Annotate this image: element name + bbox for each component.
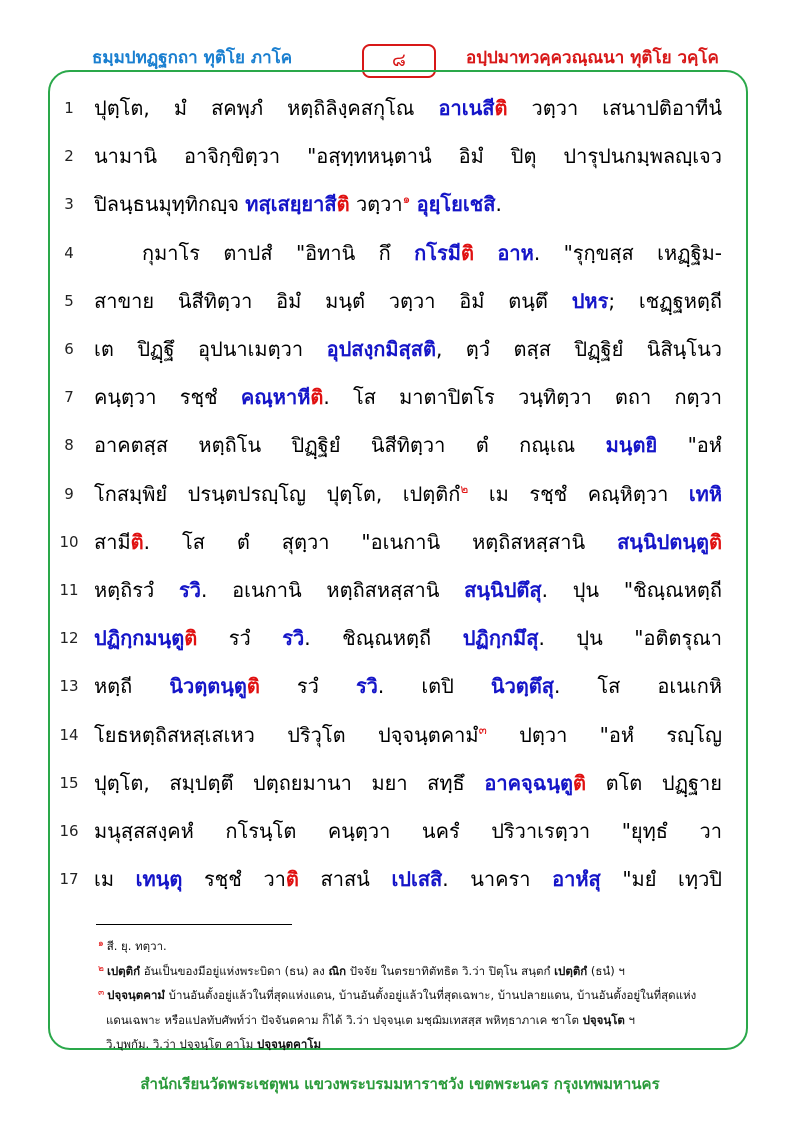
pali-keyword: ปหร	[571, 288, 609, 313]
line-number: 11	[59, 581, 79, 599]
text-run: . ปุน "อติตรุณา	[538, 626, 722, 651]
header-book-title: ธมฺมปทฏฺฐกถา ทุติโย ภาโค	[92, 48, 293, 68]
text-run: มนุสฺสสงฺคหํ กโรนฺโต คนฺตฺวา นครํ ปริวาเรตฺวา "ยุทฺธํ วา	[94, 819, 722, 843]
text-line	[50, 759, 740, 807]
footnote-line	[98, 1032, 746, 1056]
footnote-text: วิ.บุพกัม. วิ.ว่า ปจฺจนฺโต คาโม	[106, 1037, 258, 1051]
text-run: เม รชฺชํ คณฺหิตฺวา	[468, 481, 689, 506]
pali-keyword: ปฏิกฺกมึสุ	[462, 626, 539, 651]
line-number: 17	[59, 870, 79, 889]
footnote-ref: ๒	[460, 481, 469, 496]
pali-keyword: เปเสสิ	[391, 867, 443, 892]
pali-keyword: สนฺนิปตนฺตู	[617, 529, 709, 554]
text-line	[50, 180, 740, 228]
text-line	[50, 373, 740, 421]
text-run: . โส อเนเกหิ	[553, 674, 722, 699]
text-run: สาขาย นิสีทิตฺวา อิมํ มนฺตํ วตฺวา อิมํ ตนฺตึ	[94, 288, 572, 313]
line-text	[94, 711, 722, 762]
line-number: 5	[64, 291, 74, 310]
pali-keyword: อุปสงฺกมิสฺสติ	[326, 337, 436, 361]
footnote-mark: ๑	[98, 939, 104, 949]
pali-keyword: อาคจฺฉนฺตู	[484, 770, 573, 795]
text-line	[50, 277, 740, 325]
line-number: 6	[64, 340, 74, 358]
line-text	[94, 421, 722, 469]
text-line	[50, 470, 740, 518]
page-number-box: ๘	[362, 44, 436, 78]
pali-keyword: คณฺหาหี	[240, 385, 311, 410]
line-text	[94, 470, 722, 521]
text-run: สามี	[94, 529, 131, 554]
iti-particle: ติ	[494, 96, 508, 120]
pali-keyword: ปฏิกฺกมนฺตู	[94, 626, 185, 651]
pali-keyword: อาเนสี	[438, 96, 495, 120]
line-number: 14	[59, 725, 79, 744]
pali-keyword: นิวตฺตนฺตู	[169, 674, 247, 699]
text-run	[474, 241, 497, 265]
text-run: สาสนํ	[298, 867, 392, 892]
line-number: 15	[59, 773, 79, 792]
pali-keyword: รวิ	[282, 626, 305, 651]
text-line	[50, 711, 740, 759]
footnote-line	[98, 959, 738, 985]
line-number: 10	[59, 532, 79, 551]
text-line	[50, 662, 740, 710]
line-number: 2	[64, 147, 74, 166]
footnote-term: เปตฺติกํ	[554, 963, 588, 978]
text-run: . โส มาตาปิตโร วนฺทิตฺวา ตถา กตฺวา	[323, 385, 722, 410]
footnote-text: แดนเฉพาะ หรือแปลทับศัพท์ว่า ปัจจันตคาม ก็ได้ วิ.ว่า ปจฺจนฺเต มชฺฌิมเทสสฺส พหิทฺธาภาเค ชาโต	[106, 1012, 583, 1027]
line-number: 1	[64, 99, 74, 117]
text-line	[50, 518, 740, 566]
footnote-text: สี. ยุ. ทตฺวา.	[106, 939, 167, 953]
line-text	[94, 132, 722, 180]
footnote-term: เปตฺติกํ	[106, 963, 141, 978]
footnote-ref: ๓	[478, 722, 487, 737]
footnote-term: ณิก	[328, 963, 347, 978]
iti-particle: ติ	[336, 192, 350, 217]
line-text	[94, 277, 722, 325]
footnote-text: (ธนํ) ฯ	[587, 963, 625, 978]
footnote-ref: ๑	[402, 192, 411, 207]
text-run: . โส ตํ สุตฺวา "อเนกานิ หตฺถิสหสฺสานิ	[143, 529, 618, 554]
header-chapter-title: อปฺปมาทวคฺควณฺณนา ทุติโย วคฺโค	[466, 48, 719, 68]
text-run: ปุตฺโต, สมฺปตฺตึ ปตฺถยมานา มยา สทฺธึ	[94, 770, 485, 795]
text-run: ปตฺวา "อหํ รญฺโญ	[486, 722, 722, 747]
iti-particle: ติ	[184, 626, 198, 651]
text-line	[50, 132, 740, 180]
text-run: รชฺชํ วา	[182, 867, 286, 892]
line-number: 8	[64, 436, 74, 455]
line-text	[94, 373, 722, 421]
footnote-term: ปจฺจนฺตคาโม	[257, 1037, 322, 1051]
text-run: ปุตฺโต, มํ สคพฺภํ หตฺถิลิงฺคสกุโณ	[94, 96, 439, 120]
text-run: รวํ	[197, 626, 283, 651]
pali-keyword: รวิ	[355, 674, 378, 699]
line-number: 13	[59, 677, 79, 696]
iti-particle: ติ	[310, 385, 324, 410]
text-run: .	[495, 192, 502, 217]
text-run: วตฺวา เสนาปติอาทีนํ	[507, 96, 722, 120]
text-run: . นาครา	[442, 867, 553, 892]
pali-keyword: อุยฺโยเชสิ	[416, 192, 496, 217]
footnote-text: ฯ	[624, 1012, 635, 1027]
text-run: โยธหตฺถิสหสฺเสเหว ปริวุโต ปจฺจนฺตคามํ	[94, 722, 479, 747]
text-run: รวํ	[259, 674, 356, 699]
footnote-line	[98, 1008, 746, 1032]
line-text	[94, 84, 722, 132]
iti-particle: ติ	[709, 529, 722, 554]
text-run: . เตปิ	[377, 674, 491, 699]
footnote-mark: ๒	[98, 963, 104, 974]
text-run: . ปุน "ชิณฺณหตฺถี	[541, 578, 722, 602]
text-line	[50, 84, 740, 132]
text-run: , ตฺวํ ตสฺส ปิฏฺฐิยํ นิสินฺโนว	[435, 337, 722, 361]
text-run: วตฺวา	[349, 192, 403, 217]
line-text	[94, 518, 722, 566]
pali-keyword: นิวตฺตึสุ	[490, 674, 554, 699]
text-line	[50, 614, 740, 662]
text-line	[50, 421, 740, 469]
text-run: . ชิณฺณหตฺถี	[304, 626, 463, 651]
footnote-line	[98, 983, 738, 1009]
iti-particle: ติ	[460, 240, 474, 265]
line-text	[94, 180, 722, 231]
footnote-term: ปจฺจนฺตคามํ	[107, 988, 165, 1002]
text-run: ; เชฏฺฐหตฺถี	[608, 288, 722, 313]
text-run: . "รุกฺขสฺส เหฏฺฐิม-	[533, 240, 722, 265]
text-run: คนฺตฺวา รชฺชํ	[94, 385, 241, 410]
pali-keyword: สนฺนิปตึสุ	[464, 578, 542, 602]
footnote-term: ปจฺจนฺโต	[582, 1012, 625, 1027]
text-run: "อหํ	[657, 433, 722, 458]
text-run: ตโต ปฏฺฐาย	[585, 770, 722, 795]
line-text	[94, 855, 722, 903]
text-run: กุมาโร ตาปสํ "อิทานิ กึ	[142, 240, 415, 265]
line-number: 4	[64, 243, 74, 262]
text-line	[50, 325, 740, 373]
line-number: 3	[64, 195, 74, 214]
iti-particle: ติ	[572, 770, 586, 795]
iti-particle: ติ	[285, 867, 299, 892]
text-run: ปิลนฺธนมุทฺทิกญฺจ	[94, 192, 246, 217]
line-text	[94, 807, 722, 855]
text-run: หตฺถี	[94, 674, 170, 699]
text-run: โกสมฺพิยํ ปรนฺตปรญฺโญ ปุตฺโต, เปตฺติกํ	[94, 481, 461, 506]
pali-keyword: รวิ	[179, 578, 201, 602]
footnote-text: ปัจจัย ในตรยาทิตัทธิต วิ.ว่า ปิตุโน สนฺตกํ	[346, 963, 555, 978]
line-number: 9	[64, 484, 74, 503]
text-run: หตฺถิรวํ	[94, 578, 180, 602]
line-text	[94, 325, 722, 373]
text-run: นามานิ อาจิกฺขิตฺวา "อสฺทฺทหนฺตานํ อิมํ ปิตุ ปารุปนกมฺพลญฺเจว	[94, 144, 722, 169]
line-text	[94, 759, 722, 807]
footnote-text: บ้านอันตั้งอยู่แล้วในที่สุดแห่งแดน, บ้านอันตั้งอยู่แล้วในที่สุดเฉพาะ, บ้านปลายแดน, บ้านอันตั้งอยู่ในที่สุดแห่ง	[165, 988, 697, 1002]
pali-keyword: เทนฺตุ	[135, 867, 183, 892]
pali-keyword: อาห	[497, 240, 534, 265]
pali-keyword: มนฺตยิ	[605, 433, 658, 458]
line-text	[94, 614, 722, 662]
iti-particle: ติ	[130, 529, 144, 554]
line-text	[94, 662, 722, 710]
text-line	[50, 566, 740, 614]
text-run: เต ปิฏฺฐึ อุปนาเมตฺวา	[94, 337, 327, 361]
footer-institution: สำนักเรียนวัดพระเชตุพน แขวงพระบรมมหาราชวัง เขตพระนคร กรุงเทพมหานคร	[140, 1075, 660, 1093]
text-run: เม	[94, 867, 136, 892]
pali-keyword: อาหํสุ	[552, 867, 601, 892]
line-number: 16	[59, 822, 79, 840]
line-number: 12	[59, 629, 79, 648]
text-line	[50, 229, 740, 277]
footnote-divider	[96, 924, 292, 925]
pali-keyword: กโรมี	[414, 240, 461, 265]
text-run: "มยํ เทฺวปิ	[600, 867, 722, 892]
line-number: 7	[64, 388, 74, 407]
text-line	[50, 855, 740, 903]
pali-keyword: ทสฺเสยฺยาสี	[245, 192, 337, 217]
footnote-mark: ๓	[98, 988, 105, 998]
line-text	[94, 566, 722, 614]
line-text	[142, 229, 722, 277]
footnote-line	[98, 934, 738, 960]
pali-keyword: เทหิ	[688, 481, 722, 506]
iti-particle: ติ	[246, 674, 260, 699]
text-run: อาคตสฺส หตฺถิโน ปิฏฺฐิยํ นิสีทิตฺวา ตํ กณฺเณ	[94, 433, 606, 458]
text-line	[50, 807, 740, 855]
footnote-text: อันเป็นของมีอยู่แห่งพระบิดา (ธน) ลง	[140, 963, 329, 978]
text-run: . อเนกานิ หตฺถิสหสฺสานิ	[201, 578, 465, 602]
